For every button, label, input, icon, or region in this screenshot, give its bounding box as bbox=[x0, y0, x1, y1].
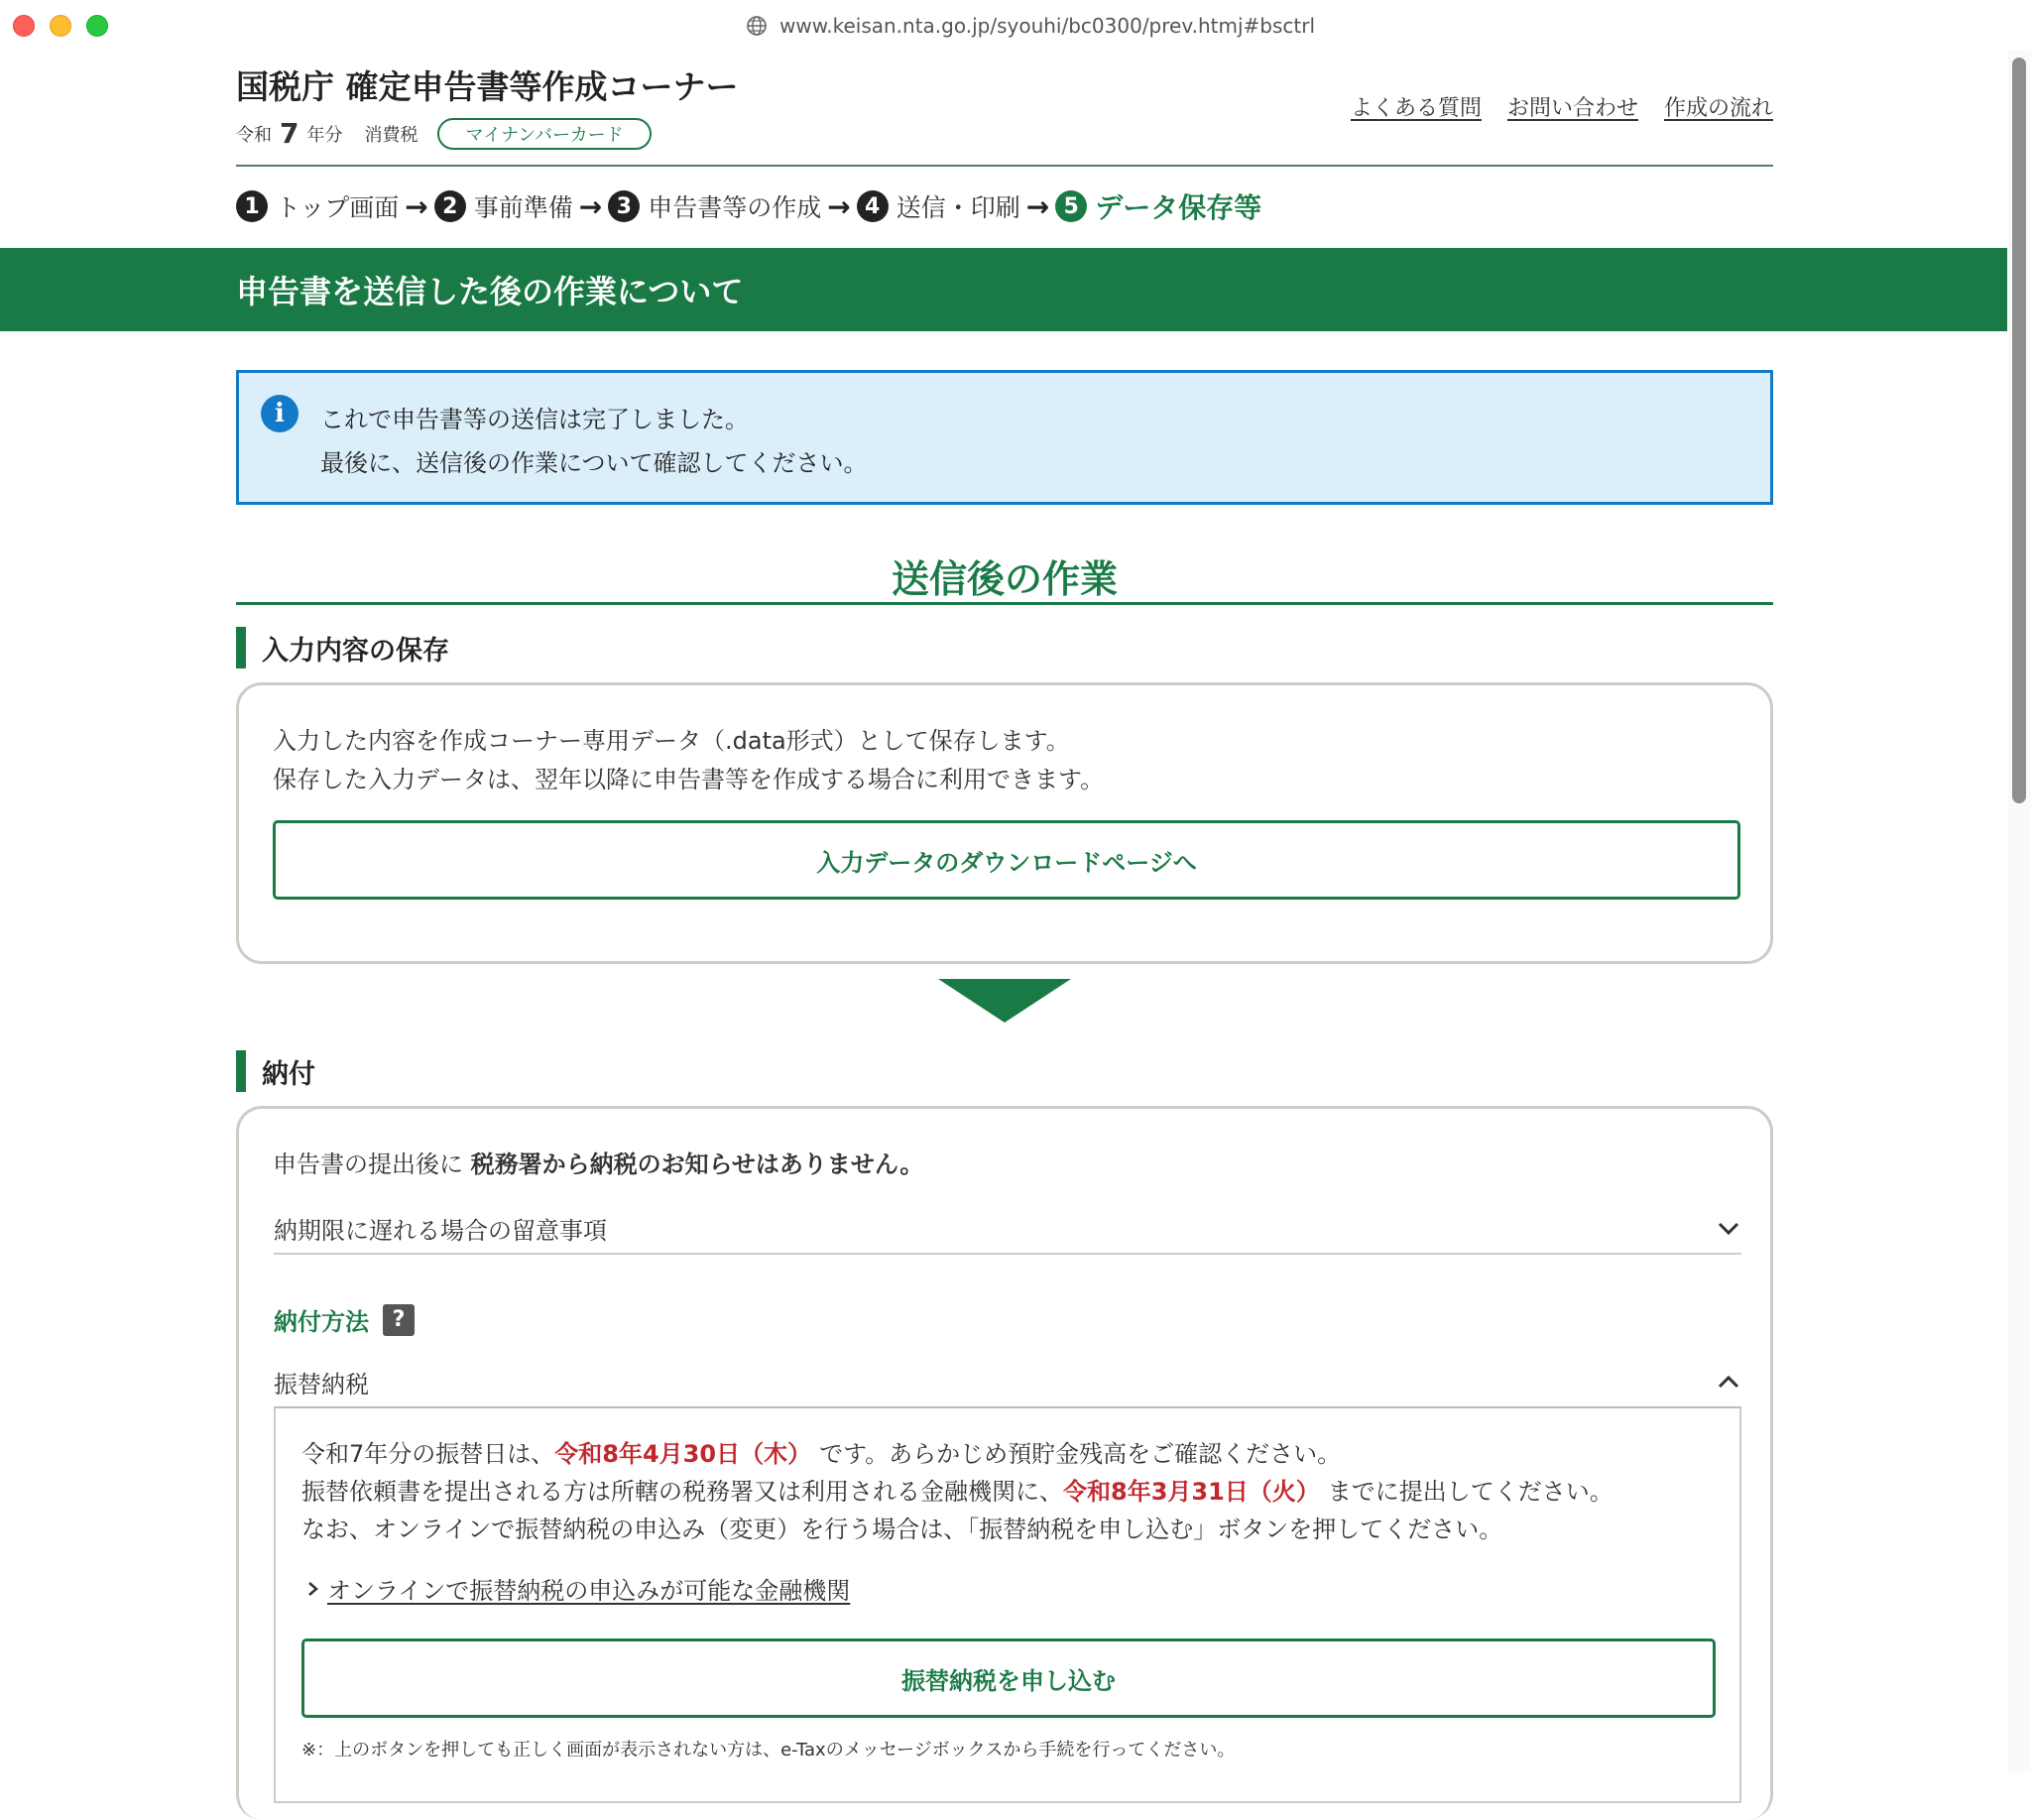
arrow-right-icon: → bbox=[1025, 189, 1050, 223]
institutions-link-row bbox=[305, 1571, 850, 1606]
flow-link[interactable]: 作成の流れ bbox=[1663, 96, 1773, 121]
late-payment-accordion-label: 納期限に遅れる場合の留意事項 bbox=[274, 1216, 607, 1245]
debit-date-line bbox=[301, 1434, 1341, 1469]
step-label: 送信・印刷 bbox=[896, 193, 1020, 222]
heading-marker bbox=[236, 627, 246, 668]
payment-method-label bbox=[274, 1302, 415, 1337]
era-label: 令和 bbox=[236, 124, 272, 146]
globe-icon bbox=[746, 15, 768, 37]
progress-steps bbox=[236, 186, 1261, 226]
download-data-button[interactable]: 入力データのダウンロードページへ bbox=[273, 820, 1740, 900]
late-payment-accordion[interactable] bbox=[274, 1203, 1741, 1253]
section-divider bbox=[236, 602, 1773, 605]
minimize-window-button[interactable] bbox=[50, 15, 71, 37]
mynumber-card-badge: マイナンバーカード bbox=[437, 118, 651, 150]
faq-link[interactable]: よくある質問 bbox=[1350, 96, 1482, 121]
step-number: 2 bbox=[434, 190, 466, 222]
payment-method-text: 納付方法 bbox=[274, 1308, 369, 1336]
chevron-up-icon bbox=[1716, 1369, 1741, 1395]
payment-intro-plain: 申告書の提出後に bbox=[273, 1151, 463, 1178]
institutions-link[interactable]: オンラインで振替納税の申込みが可能な金融機関 bbox=[327, 1577, 851, 1605]
step-number: 3 bbox=[608, 190, 640, 222]
step-number: 5 bbox=[1055, 190, 1087, 222]
address-bar[interactable] bbox=[746, 10, 1315, 42]
scrollbar-thumb[interactable] bbox=[2012, 58, 2026, 803]
filing-context bbox=[236, 117, 652, 150]
info-message-line2: 最後に、送信後の作業について確認してください。 bbox=[320, 449, 868, 477]
page-title: 申告書を送信した後の作業について bbox=[236, 273, 744, 310]
apply-direct-debit-button[interactable]: 振替納税を申し込む bbox=[301, 1638, 1716, 1718]
url-text: www.keisan.nta.go.jp/syouhi/bc0300/prev.htmj#bsctrl bbox=[779, 14, 1316, 38]
submission-deadline: 令和8年3月31日（火） bbox=[1063, 1478, 1320, 1506]
help-icon[interactable]: ? bbox=[383, 1304, 415, 1336]
step-top bbox=[236, 188, 399, 224]
save-heading-text: 入力内容の保存 bbox=[262, 635, 449, 667]
step-label: 事前準備 bbox=[473, 193, 573, 222]
arrow-right-icon: → bbox=[827, 189, 851, 223]
save-description-line1: 入力した内容を作成コーナー専用データ（.data形式）として保存します。 bbox=[273, 727, 1070, 755]
contact-link[interactable]: お問い合わせ bbox=[1506, 96, 1638, 121]
payment-heading-text: 納付 bbox=[262, 1058, 315, 1090]
deadline-suffix: までに提出してください。 bbox=[1327, 1478, 1613, 1506]
step-number: 4 bbox=[857, 190, 889, 222]
page-title-banner bbox=[0, 248, 2007, 331]
year-suffix: 年分 bbox=[306, 124, 343, 146]
debit-date: 令和8年4月30日（木） bbox=[554, 1440, 812, 1468]
year-value: 7 bbox=[280, 117, 299, 150]
browser-titlebar bbox=[0, 0, 2031, 50]
step-save-data bbox=[1055, 186, 1261, 226]
header-divider bbox=[236, 165, 1773, 167]
header-links bbox=[1351, 91, 1773, 122]
heading-marker bbox=[236, 1050, 246, 1092]
step-label: トップ画面 bbox=[276, 193, 400, 222]
close-window-button[interactable] bbox=[13, 15, 35, 37]
direct-debit-accordion-label: 振替納税 bbox=[274, 1370, 369, 1398]
deadline-prefix: 振替依頼書を提出される方は所轄の税務署又は利用される金融機関に、 bbox=[301, 1478, 1063, 1506]
payment-heading bbox=[236, 1050, 315, 1092]
info-icon: i bbox=[261, 395, 299, 432]
save-description-line2: 保存した入力データは、翌年以降に申告書等を作成する場合に利用できます。 bbox=[273, 766, 1105, 793]
save-heading bbox=[236, 627, 449, 668]
section-title: 送信後の作業 bbox=[891, 557, 1118, 601]
chevron-right-icon bbox=[305, 1578, 321, 1600]
arrow-right-icon: → bbox=[578, 189, 603, 223]
payment-intro bbox=[273, 1145, 923, 1179]
button-note: ※：上のボタンを押しても正しく画面が表示されない方は、e-Taxのメッセージボックスから手続を行ってください。 bbox=[301, 1740, 1236, 1760]
step-create bbox=[608, 188, 821, 224]
tax-type-label: 消費税 bbox=[364, 124, 418, 146]
submission-deadline-line bbox=[301, 1472, 1613, 1507]
info-message-line1: これで申告書等の送信は完了しました。 bbox=[320, 406, 749, 433]
payment-card bbox=[236, 1106, 1773, 1820]
step-number: 1 bbox=[236, 190, 268, 222]
step-label: データ保存等 bbox=[1095, 191, 1262, 224]
zoom-window-button[interactable] bbox=[86, 15, 108, 37]
step-preparation bbox=[434, 188, 573, 224]
completion-info-box bbox=[236, 370, 1773, 505]
payment-intro-bold: 税務署から納税のお知らせはありません。 bbox=[470, 1151, 924, 1178]
down-arrow-icon bbox=[938, 979, 1071, 1023]
debit-date-prefix: 令和7年分の振替日は、 bbox=[301, 1440, 555, 1468]
site-title[interactable]: 国税庁 確定申告書等作成コーナー bbox=[236, 67, 739, 106]
arrow-right-icon: → bbox=[405, 189, 428, 223]
direct-debit-panel bbox=[274, 1406, 1741, 1803]
online-application-note: なお、オンラインで振替納税の申込み（変更）を行う場合は、「振替納税を申し込む」ボタンを押してください。 bbox=[301, 1516, 1503, 1543]
accordion-divider bbox=[274, 1253, 1741, 1255]
chevron-down-icon bbox=[1716, 1215, 1741, 1241]
direct-debit-accordion[interactable] bbox=[274, 1357, 1741, 1406]
save-card bbox=[236, 682, 1773, 964]
step-label: 申告書等の作成 bbox=[648, 193, 822, 222]
debit-date-suffix: です。あらかじめ預貯金残高をご確認ください。 bbox=[819, 1440, 1342, 1468]
step-send-print bbox=[857, 188, 1020, 224]
